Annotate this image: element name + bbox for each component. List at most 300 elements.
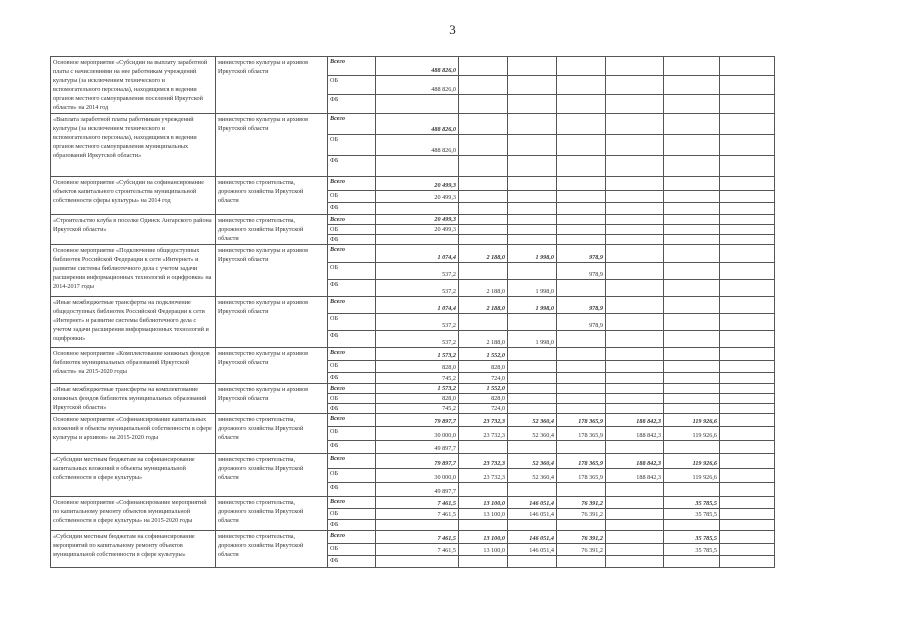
amount-cell <box>508 314 557 331</box>
amount-cell <box>720 544 775 556</box>
executor-cell: министерство культуры и архивов Иркутской области <box>216 245 328 297</box>
amount-cell <box>557 156 606 177</box>
executor-cell: министерство строительства, дорожного хозяйства Иркутской области <box>216 497 328 531</box>
amount-cell <box>459 76 508 95</box>
amount-cell <box>606 297 664 314</box>
measure-description: Основное мероприятие «Подключение общедоступных библиотек Российской Федерации к сети «Интернет» и развитие системы библиотечного дела с учетом задачи расширения информационных технологий и оцифровки» на 2014-2017 годы <box>51 245 216 297</box>
amount-cell: 23 732,3 <box>459 469 508 483</box>
amount-cell <box>720 135 775 156</box>
amount-cell: 30 000,0 <box>376 427 459 441</box>
amount-cell <box>508 404 557 414</box>
amount-cell <box>720 348 775 361</box>
funding-source: Всего <box>328 245 376 263</box>
amount-cell <box>664 483 720 497</box>
table-row <box>51 531 851 544</box>
funding-source: ОБ <box>328 394 376 404</box>
funding-source: ОБ <box>328 263 376 280</box>
amount-cell <box>557 95 606 114</box>
amount-cell <box>376 95 459 114</box>
amount-cell: 537,2 <box>376 280 459 297</box>
amount-cell <box>664 263 720 280</box>
amount-cell <box>508 361 557 373</box>
amount-cell: 2 188,0 <box>459 280 508 297</box>
amount-cell: 23 732,3 <box>459 454 508 469</box>
executor-cell: министерство культуры и архивов Иркутской области <box>216 384 328 414</box>
amount-cell: 724,0 <box>459 404 508 414</box>
executor-cell: министерство строительства, дорожного хозяйства Иркутской области <box>216 215 328 245</box>
amount-cell: 52 360,4 <box>508 427 557 441</box>
amount-cell: 978,9 <box>557 245 606 263</box>
amount-cell <box>664 556 720 568</box>
amount-cell: 119 926,6 <box>664 414 720 427</box>
amount-cell <box>508 348 557 361</box>
amount-cell <box>508 203 557 215</box>
measure-description: Основное мероприятие «Софинансирование мероприятий по капитальному ремонту объектов муниципальной собственности в сфере культуры» на 2015-2020 годы <box>51 497 216 531</box>
amount-cell <box>557 215 606 225</box>
amount-cell <box>459 441 508 454</box>
table-row <box>51 215 851 225</box>
amount-cell <box>664 441 720 454</box>
amount-cell <box>508 191 557 203</box>
amount-cell: 52 360,4 <box>508 414 557 427</box>
amount-cell: 76 391,2 <box>557 531 606 544</box>
amount-cell <box>720 235 775 245</box>
amount-cell <box>664 215 720 225</box>
amount-cell <box>606 483 664 497</box>
amount-cell: 146 051,4 <box>508 497 557 509</box>
funding-source: Всего <box>328 384 376 394</box>
funding-source: ФБ <box>328 520 376 531</box>
funding-source: ФБ <box>328 373 376 384</box>
amount-cell <box>720 556 775 568</box>
amount-cell: 35 785,5 <box>664 544 720 556</box>
amount-cell <box>459 235 508 245</box>
amount-cell <box>459 95 508 114</box>
amount-cell <box>720 384 775 394</box>
amount-cell: 20 499,3 <box>376 177 459 191</box>
funding-source: ФБ <box>328 280 376 297</box>
amount-cell: 178 365,9 <box>557 454 606 469</box>
amount-cell <box>664 203 720 215</box>
amount-cell <box>606 177 664 191</box>
measure-description: «Субсидии местным бюджетам на софинансирование мероприятий по капитальному ремонту объектов муниципальной собственности в сфере культуры» <box>51 531 216 568</box>
funding-source: ОБ <box>328 361 376 373</box>
amount-cell <box>557 361 606 373</box>
amount-cell: 1 998,0 <box>508 297 557 314</box>
table-row <box>51 348 851 361</box>
amount-cell: 1 573,2 <box>376 348 459 361</box>
amount-cell <box>557 556 606 568</box>
amount-cell <box>606 520 664 531</box>
amount-cell <box>606 225 664 235</box>
budget-table <box>50 56 851 568</box>
amount-cell <box>720 156 775 177</box>
amount-cell <box>720 394 775 404</box>
amount-cell <box>606 531 664 544</box>
amount-cell: 178 365,9 <box>557 427 606 441</box>
amount-cell: 76 391,2 <box>557 497 606 509</box>
funding-source: ОБ <box>328 469 376 483</box>
amount-cell <box>557 76 606 95</box>
amount-cell <box>459 225 508 235</box>
amount-cell: 188 842,3 <box>606 414 664 427</box>
amount-cell: 30 000,0 <box>376 469 459 483</box>
amount-cell: 20 499,3 <box>376 225 459 235</box>
amount-cell <box>720 225 775 235</box>
amount-cell <box>606 95 664 114</box>
amount-cell <box>508 215 557 225</box>
amount-cell <box>720 215 775 225</box>
amount-cell: 13 100,0 <box>459 531 508 544</box>
amount-cell <box>508 384 557 394</box>
amount-cell: 7 461,5 <box>376 544 459 556</box>
amount-cell <box>459 57 508 76</box>
amount-cell <box>720 203 775 215</box>
amount-cell: 828,0 <box>376 394 459 404</box>
amount-cell <box>508 95 557 114</box>
amount-cell <box>664 314 720 331</box>
amount-cell <box>459 135 508 156</box>
funding-source: ОБ <box>328 225 376 235</box>
executor-cell: министерство строительства, дорожного хозяйства Иркутской области <box>216 414 328 454</box>
amount-cell <box>606 135 664 156</box>
amount-cell <box>664 76 720 95</box>
amount-cell: 724,0 <box>459 373 508 384</box>
amount-cell: 537,2 <box>376 331 459 348</box>
amount-cell <box>720 191 775 203</box>
amount-cell <box>720 427 775 441</box>
table-row <box>51 454 851 469</box>
funding-source: Всего <box>328 114 376 135</box>
amount-cell: 35 785,5 <box>664 509 720 520</box>
measure-description: «Строительство клуба в поселке Одинск Ангарского района Иркутской области» <box>51 215 216 245</box>
amount-cell <box>606 441 664 454</box>
amount-cell <box>557 373 606 384</box>
amount-cell <box>606 114 664 135</box>
funding-source: ОБ <box>328 509 376 520</box>
measure-description: Основное мероприятие «Субсидии на выплату заработной платы с начислениями на нее работникам учреждений культуры (за исключением технического и вспомогательного персонала), находящимся в ведении органов местного самоуправления поселений Иркутской области» на 2014 год <box>51 57 216 114</box>
amount-cell <box>508 441 557 454</box>
amount-cell: 537,2 <box>376 314 459 331</box>
funding-source: Всего <box>328 454 376 469</box>
amount-cell <box>459 177 508 191</box>
measure-description: «Субсидии местным бюджетам на софинансирование капитальных вложений в объекты муниципальной собственности в сфере культуры» <box>51 454 216 497</box>
amount-cell <box>664 114 720 135</box>
amount-cell <box>606 361 664 373</box>
amount-cell <box>606 57 664 76</box>
funding-source: ОБ <box>328 427 376 441</box>
amount-cell <box>376 156 459 177</box>
amount-cell <box>459 483 508 497</box>
amount-cell: 52 360,4 <box>508 469 557 483</box>
amount-cell: 119 926,6 <box>664 454 720 469</box>
funding-source: ФБ <box>328 235 376 245</box>
amount-cell <box>664 95 720 114</box>
amount-cell <box>664 404 720 414</box>
amount-cell: 20 499,3 <box>376 215 459 225</box>
amount-cell <box>720 483 775 497</box>
amount-cell <box>508 520 557 531</box>
amount-cell: 1 552,0 <box>459 348 508 361</box>
amount-cell: 188 842,3 <box>606 454 664 469</box>
amount-cell <box>664 177 720 191</box>
amount-cell: 146 051,4 <box>508 531 557 544</box>
executor-cell: министерство строительства, дорожного хозяйства Иркутской области <box>216 177 328 215</box>
table-row <box>51 57 851 76</box>
amount-cell <box>459 263 508 280</box>
amount-cell <box>606 156 664 177</box>
amount-cell: 49 897,7 <box>376 441 459 454</box>
amount-cell: 119 926,6 <box>664 427 720 441</box>
amount-cell: 1 573,2 <box>376 384 459 394</box>
page-number: 3 <box>449 22 456 37</box>
amount-cell <box>508 76 557 95</box>
amount-cell: 1 552,0 <box>459 384 508 394</box>
amount-cell: 13 100,0 <box>459 497 508 509</box>
amount-cell <box>664 297 720 314</box>
amount-cell: 119 926,6 <box>664 469 720 483</box>
amount-cell <box>720 531 775 544</box>
funding-source: Всего <box>328 414 376 427</box>
amount-cell: 13 100,0 <box>459 509 508 520</box>
amount-cell: 488 826,0 <box>376 76 459 95</box>
amount-cell: 76 391,2 <box>557 509 606 520</box>
amount-cell <box>664 280 720 297</box>
amount-cell <box>720 469 775 483</box>
amount-cell <box>606 235 664 245</box>
executor-cell: министерство культуры и архивов Иркутской области <box>216 297 328 348</box>
amount-cell <box>720 373 775 384</box>
amount-cell <box>720 454 775 469</box>
amount-cell <box>508 483 557 497</box>
amount-cell <box>557 177 606 191</box>
amount-cell <box>508 394 557 404</box>
amount-cell: 828,0 <box>459 394 508 404</box>
amount-cell <box>557 394 606 404</box>
funding-source: ФБ <box>328 156 376 177</box>
executor-cell: министерство культуры и архивов Иркутской области <box>216 114 328 177</box>
amount-cell: 2 188,0 <box>459 297 508 314</box>
amount-cell <box>557 331 606 348</box>
executor-cell: министерство культуры и архивов Иркутской области <box>216 348 328 384</box>
amount-cell: 178 365,9 <box>557 414 606 427</box>
amount-cell <box>557 483 606 497</box>
amount-cell <box>664 135 720 156</box>
amount-cell <box>720 497 775 509</box>
amount-cell: 1 074,4 <box>376 245 459 263</box>
amount-cell <box>664 361 720 373</box>
amount-cell: 79 897,7 <box>376 414 459 427</box>
amount-cell <box>720 297 775 314</box>
amount-cell <box>376 556 459 568</box>
amount-cell <box>508 556 557 568</box>
funding-source: ФБ <box>328 556 376 568</box>
amount-cell: 146 051,4 <box>508 544 557 556</box>
table-body <box>51 57 851 568</box>
amount-cell <box>557 114 606 135</box>
amount-cell <box>557 404 606 414</box>
amount-cell <box>720 76 775 95</box>
funding-source: Всего <box>328 531 376 544</box>
amount-cell <box>720 57 775 76</box>
amount-cell <box>459 314 508 331</box>
amount-cell <box>508 156 557 177</box>
table-row <box>51 177 851 191</box>
funding-source: Всего <box>328 497 376 509</box>
amount-cell <box>606 497 664 509</box>
amount-cell <box>720 361 775 373</box>
amount-cell: 13 100,0 <box>459 544 508 556</box>
amount-cell: 828,0 <box>459 361 508 373</box>
amount-cell <box>664 235 720 245</box>
amount-cell: 488 826,0 <box>376 135 459 156</box>
funding-source: ФБ <box>328 95 376 114</box>
amount-cell <box>720 331 775 348</box>
measure-description: Основное мероприятие «Комплектование книжных фондов библиотек муниципальных образований Иркутской области» на 2015-2020 годы <box>51 348 216 384</box>
funding-source: Всего <box>328 177 376 191</box>
amount-cell <box>720 263 775 280</box>
amount-cell <box>606 348 664 361</box>
amount-cell: 828,0 <box>376 361 459 373</box>
amount-cell <box>459 215 508 225</box>
amount-cell <box>557 441 606 454</box>
amount-cell <box>664 394 720 404</box>
amount-cell: 7 461,5 <box>376 509 459 520</box>
amount-cell: 23 732,3 <box>459 414 508 427</box>
funding-source: ОБ <box>328 314 376 331</box>
amount-cell <box>508 57 557 76</box>
amount-cell: 1 998,0 <box>508 280 557 297</box>
amount-cell <box>508 177 557 191</box>
amount-cell: 35 785,5 <box>664 531 720 544</box>
amount-cell <box>557 384 606 394</box>
funding-source: ОБ <box>328 76 376 95</box>
amount-cell <box>508 135 557 156</box>
amount-cell: 978,9 <box>557 297 606 314</box>
amount-cell: 978,9 <box>557 314 606 331</box>
amount-cell <box>557 348 606 361</box>
amount-cell: 35 785,5 <box>664 497 720 509</box>
amount-cell <box>606 215 664 225</box>
amount-cell <box>720 314 775 331</box>
amount-cell <box>459 156 508 177</box>
amount-cell <box>720 509 775 520</box>
table-row <box>51 414 851 427</box>
table-row <box>51 497 851 509</box>
measure-description: Основное мероприятие «Софинансирование капитальных вложений в объекты муниципальной собственности в сфере культуры и архивов» на 2015-2020 годы <box>51 414 216 454</box>
amount-cell <box>557 135 606 156</box>
amount-cell: 76 391,2 <box>557 544 606 556</box>
amount-cell <box>664 225 720 235</box>
funding-source: Всего <box>328 348 376 361</box>
amount-cell <box>720 404 775 414</box>
amount-cell: 188 842,3 <box>606 469 664 483</box>
amount-cell <box>459 556 508 568</box>
amount-cell: 7 461,5 <box>376 531 459 544</box>
amount-cell <box>557 280 606 297</box>
amount-cell <box>606 314 664 331</box>
amount-cell <box>606 331 664 348</box>
funding-source: ФБ <box>328 331 376 348</box>
amount-cell <box>376 235 459 245</box>
amount-cell: 2 188,0 <box>459 331 508 348</box>
amount-cell <box>606 203 664 215</box>
amount-cell: 188 842,3 <box>606 427 664 441</box>
amount-cell <box>376 203 459 215</box>
amount-cell <box>557 225 606 235</box>
amount-cell <box>606 191 664 203</box>
amount-cell <box>664 156 720 177</box>
funding-source: Всего <box>328 297 376 314</box>
amount-cell <box>664 331 720 348</box>
table-row <box>51 114 851 135</box>
amount-cell <box>606 544 664 556</box>
amount-cell <box>557 57 606 76</box>
amount-cell <box>720 280 775 297</box>
funding-source: Всего <box>328 57 376 76</box>
executor-cell: министерство строительства, дорожного хозяйства Иркутской области <box>216 454 328 497</box>
amount-cell <box>606 556 664 568</box>
amount-cell <box>606 245 664 263</box>
amount-cell <box>459 114 508 135</box>
measure-description: «Иные межбюджетные трансферты на подключение общедоступных библиотек Российской Федерации к сети «Интернет» и развитие системы библиотечного дела с учетом задачи расширения информационных технологий и оцифровки» <box>51 297 216 348</box>
amount-cell: 488 826,0 <box>376 57 459 76</box>
amount-cell <box>720 520 775 531</box>
amount-cell: 1 998,0 <box>508 331 557 348</box>
funding-source: Всего <box>328 215 376 225</box>
amount-cell: 537,2 <box>376 263 459 280</box>
amount-cell: 978,9 <box>557 263 606 280</box>
amount-cell <box>459 520 508 531</box>
executor-cell: министерство строительства, дорожного хозяйства Иркутской области <box>216 531 328 568</box>
amount-cell <box>664 520 720 531</box>
amount-cell <box>720 114 775 135</box>
funding-source: ФБ <box>328 404 376 414</box>
amount-cell <box>606 373 664 384</box>
amount-cell <box>508 263 557 280</box>
amount-cell <box>664 373 720 384</box>
amount-cell <box>664 245 720 263</box>
amount-cell <box>606 394 664 404</box>
amount-cell <box>664 191 720 203</box>
amount-cell <box>508 225 557 235</box>
amount-cell <box>557 235 606 245</box>
amount-cell <box>720 177 775 191</box>
amount-cell <box>459 203 508 215</box>
amount-cell: 146 051,4 <box>508 509 557 520</box>
amount-cell: 20 499,3 <box>376 191 459 203</box>
funding-source: ОБ <box>328 544 376 556</box>
amount-cell <box>606 76 664 95</box>
amount-cell <box>720 245 775 263</box>
funding-source: ФБ <box>328 441 376 454</box>
amount-cell <box>720 414 775 427</box>
amount-cell <box>606 263 664 280</box>
funding-source: ОБ <box>328 135 376 156</box>
funding-source: ФБ <box>328 483 376 497</box>
amount-cell <box>606 404 664 414</box>
amount-cell <box>606 509 664 520</box>
table-row <box>51 245 851 263</box>
funding-source: ОБ <box>328 191 376 203</box>
amount-cell <box>508 235 557 245</box>
amount-cell: 1 998,0 <box>508 245 557 263</box>
amount-cell: 2 188,0 <box>459 245 508 263</box>
table-row <box>51 297 851 314</box>
amount-cell <box>606 384 664 394</box>
amount-cell <box>557 520 606 531</box>
amount-cell <box>664 348 720 361</box>
